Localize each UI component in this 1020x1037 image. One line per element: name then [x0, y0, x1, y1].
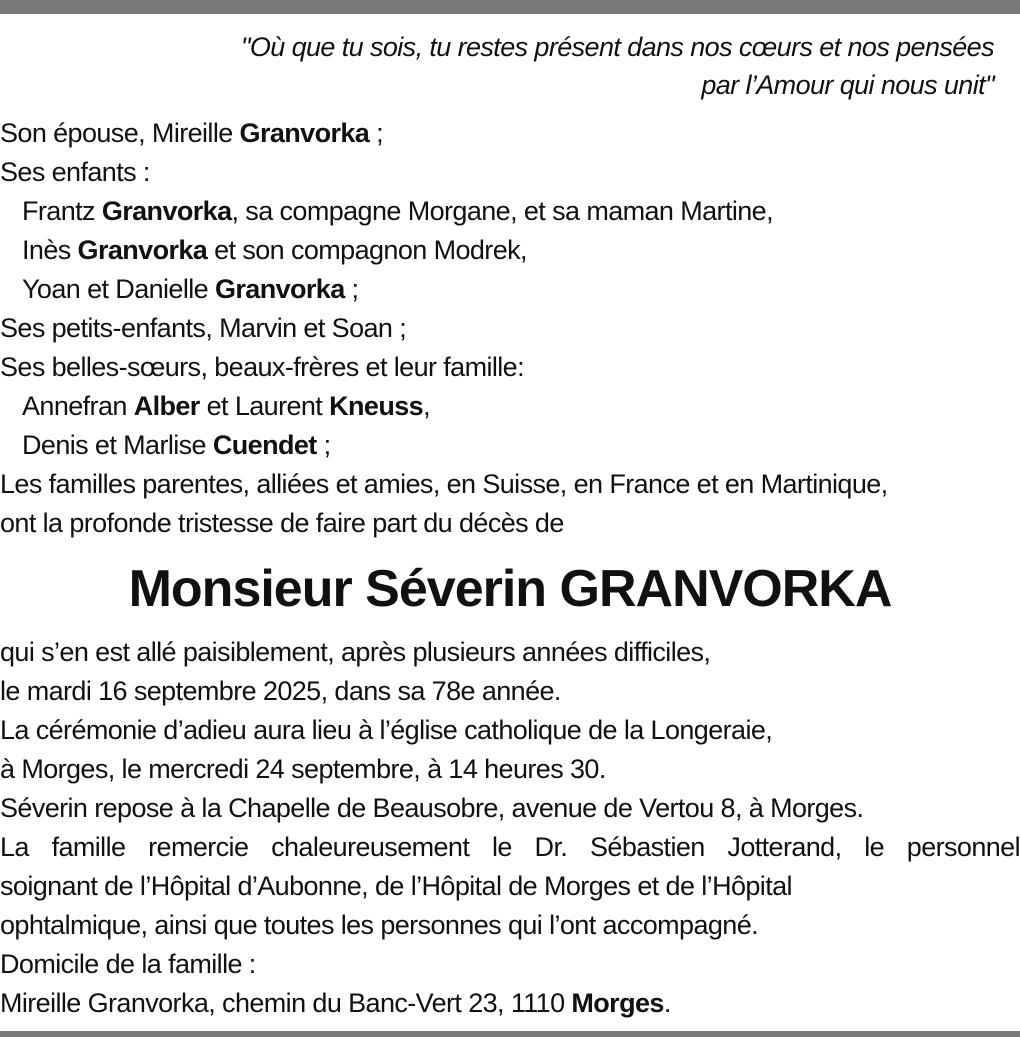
inlaw1-surname2: Kneuss	[329, 391, 424, 421]
inlaw1-first: Annefran	[22, 391, 134, 421]
details-line-4: à Morges, le mercredi 24 septembre, à 14 heures 30.	[0, 754, 606, 784]
relatives-line: Les familles parentes, alliées et amies, en Suisse, en France et en Martinique,	[0, 469, 888, 499]
inlaw2-surname: Cuendet	[212, 430, 317, 460]
children-heading: Ses enfants :	[0, 157, 150, 187]
child2-first: Inès	[22, 235, 78, 265]
inlaw2-rest: ;	[316, 430, 331, 460]
details-line-2: le mardi 16 septembre 2025, dans sa 78e année.	[0, 676, 561, 706]
announcement-line: ont la profonde tristesse de faire part du décès de	[0, 508, 564, 538]
inlaw1-surname: Alber	[133, 391, 200, 421]
top-divider	[0, 0, 1020, 14]
child3-surname: Granvorka	[214, 274, 345, 304]
grandchildren-line: Ses petits-enfants, Marvin et Soan ;	[0, 313, 407, 343]
bottom-divider	[0, 1031, 1020, 1037]
child-line-2	[0, 231, 1020, 270]
quote-line-2: par l’Amour qui nous unit"	[701, 70, 994, 100]
details-line-5: Séverin repose à la Chapelle de Beausobre, avenue de Vertou 8, à Morges.	[0, 793, 864, 823]
details-block	[0, 633, 1020, 1023]
inlaws-heading: Ses belles-sœurs, beaux-frères et leur famille:	[0, 352, 524, 382]
quote-line-1: "Où que tu sois, tu restes présent dans nos cœurs et nos pensées	[240, 32, 994, 62]
inlaw1-mid: et Laurent	[199, 391, 330, 421]
child-line-3	[0, 270, 1020, 309]
epitaph-quote	[241, 28, 994, 104]
address-suffix: .	[663, 988, 671, 1018]
address-prefix: Mireille Granvorka, chemin du Banc-Vert 23, 1110	[0, 988, 572, 1018]
spouse-line	[0, 114, 1020, 153]
address-line	[0, 984, 1020, 1023]
address-city: Morges	[571, 988, 664, 1018]
spouse-surname: Granvorka	[239, 118, 370, 148]
child2-surname: Granvorka	[77, 235, 208, 265]
details-line-7: soignant de l’Hôpital d’Aubonne, de l’Hôpital de Morges et de l’Hôpital	[0, 871, 792, 901]
details-line-8: ophtalmique, ainsi que toutes les personnes qui l’ont accompagné.	[0, 910, 759, 940]
inlaw-line-1	[0, 387, 1020, 426]
child1-surname: Granvorka	[101, 196, 232, 226]
inlaw1-rest: ,	[423, 391, 430, 421]
child3-first: Yoan et Danielle	[22, 274, 215, 304]
details-line-6: La famille remercie chaleureusement le Dr. Sébastien Jotterand, le personnel	[0, 832, 1020, 862]
family-list	[0, 114, 1020, 543]
child1-first: Frantz	[22, 196, 102, 226]
details-line-9: Domicile de la famille :	[0, 949, 256, 979]
child-line-1	[0, 192, 1020, 231]
child1-rest: , sa compagne Morgane, et sa maman Martine,	[231, 196, 773, 226]
spouse-name: Son épouse, Mireille	[0, 118, 240, 148]
inlaw-line-2	[0, 426, 1020, 465]
child3-rest: ;	[344, 274, 359, 304]
deceased-name: Monsieur Séverin GRANVORKA	[128, 560, 892, 618]
child2-rest: et son compagnon Modrek,	[207, 235, 527, 265]
spouse-suffix: ;	[369, 118, 384, 148]
details-line-3: La cérémonie d’adieu aura lieu à l’église catholique de la Longeraie,	[0, 715, 773, 745]
details-line-1: qui s’en est allé paisiblement, après plusieurs années difficiles,	[0, 637, 711, 667]
inlaw2-first: Denis et Marlise	[22, 430, 213, 460]
